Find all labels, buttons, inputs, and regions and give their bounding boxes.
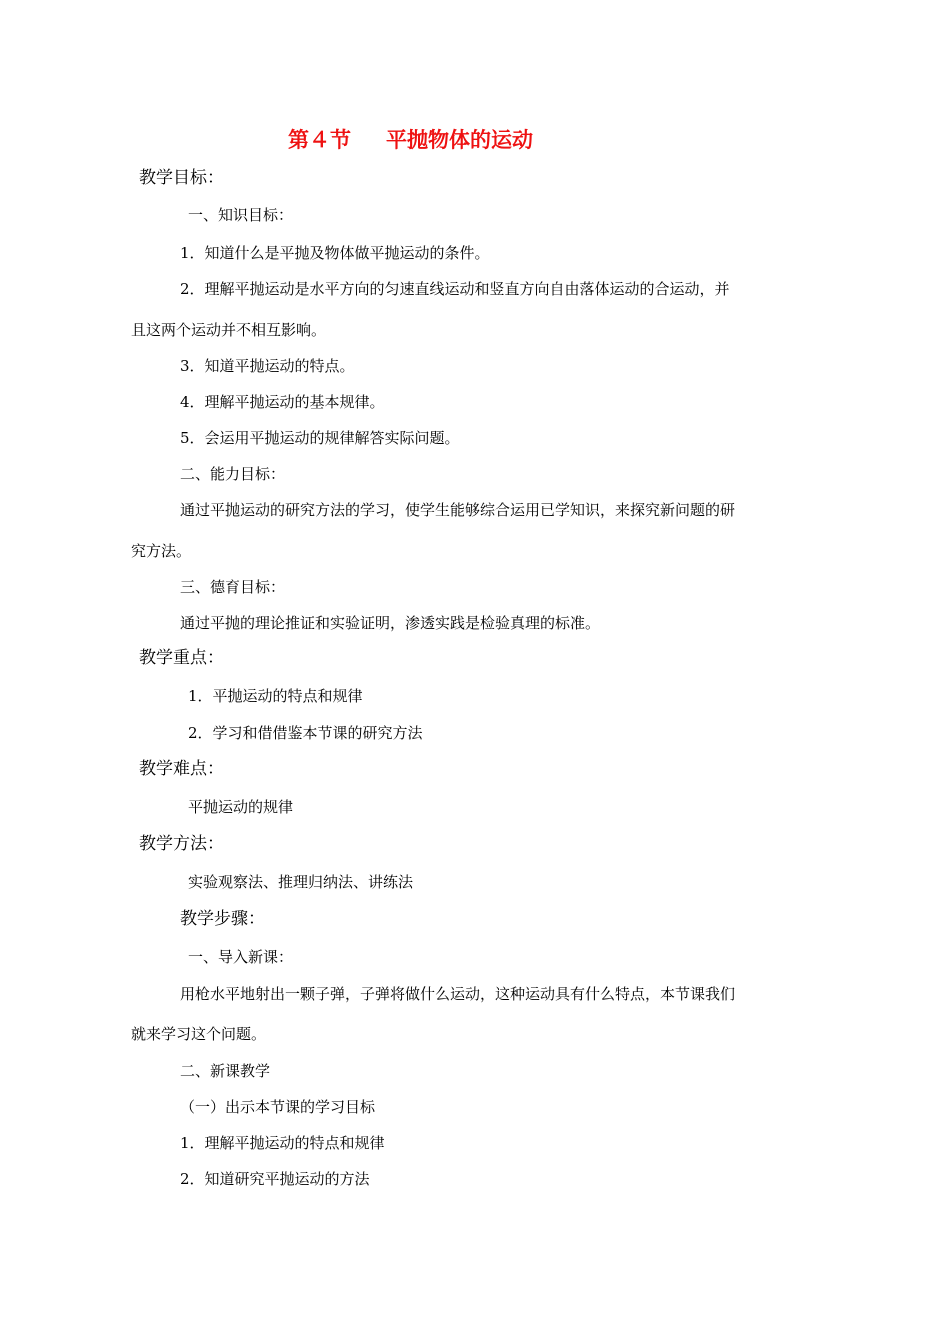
list-item: 1．平抛运动的特点和规律 xyxy=(188,687,363,705)
subheading-introduction: 一、导入新课： xyxy=(188,948,294,966)
paragraph-line: 5．会运用平抛运动的规律解答实际问题。 xyxy=(180,429,460,447)
subheading-moral-objectives: 三、德育目标： xyxy=(180,578,286,596)
heading-key-points: 教学重点： xyxy=(139,648,224,668)
section-number: 第４节 xyxy=(288,127,351,152)
paragraph-line: 2．理解平抛运动是水平方向的匀速直线运动和竖直方向自由落体运动的合运动，并 xyxy=(180,280,730,298)
subheading-learning-goals: （一）出示本节课的学习目标 xyxy=(180,1098,376,1116)
paragraph-line: 实验观察法、推理归纳法、讲练法 xyxy=(188,873,414,891)
subheading-knowledge-objectives: 一、知识目标： xyxy=(188,206,294,224)
paragraph-line: 究方法。 xyxy=(131,542,192,560)
list-item: 2．知道研究平抛运动的方法 xyxy=(180,1170,370,1188)
section-name: 平抛物体的运动 xyxy=(386,127,533,152)
subheading-new-lesson: 二、新课教学 xyxy=(180,1062,271,1080)
paragraph-line: 4．理解平抛运动的基本规律。 xyxy=(180,393,385,411)
heading-teaching-steps: 教学步骤： xyxy=(180,909,265,929)
subheading-ability-objectives: 二、能力目标： xyxy=(180,465,286,483)
paragraph-line: 且这两个运动并不相互影响。 xyxy=(131,321,327,339)
heading-difficulties: 教学难点： xyxy=(139,759,224,779)
list-item: 1．理解平抛运动的特点和规律 xyxy=(180,1134,385,1152)
list-item: 2．学习和借借鉴本节课的研究方法 xyxy=(188,724,423,742)
paragraph-line: 用枪水平地射出一颗子弹，子弹将做什么运动，这种运动具有什么特点，本节课我们 xyxy=(180,985,736,1003)
paragraph-line: 就来学习这个问题。 xyxy=(131,1025,267,1043)
paragraph-line: 通过平抛的理论推证和实验证明，渗透实践是检验真理的标准。 xyxy=(180,614,601,632)
paragraph-line: 1．知道什么是平抛及物体做平抛运动的条件。 xyxy=(180,244,490,262)
paragraph-line: 平抛运动的规律 xyxy=(188,798,294,816)
paragraph-line: 3．知道平抛运动的特点。 xyxy=(180,357,355,375)
heading-teaching-objectives: 教学目标： xyxy=(139,168,224,188)
paragraph-line: 通过平抛运动的研究方法的学习，使学生能够综合运用已学知识，来探究新问题的研 xyxy=(180,501,736,519)
heading-teaching-methods: 教学方法： xyxy=(139,834,224,854)
